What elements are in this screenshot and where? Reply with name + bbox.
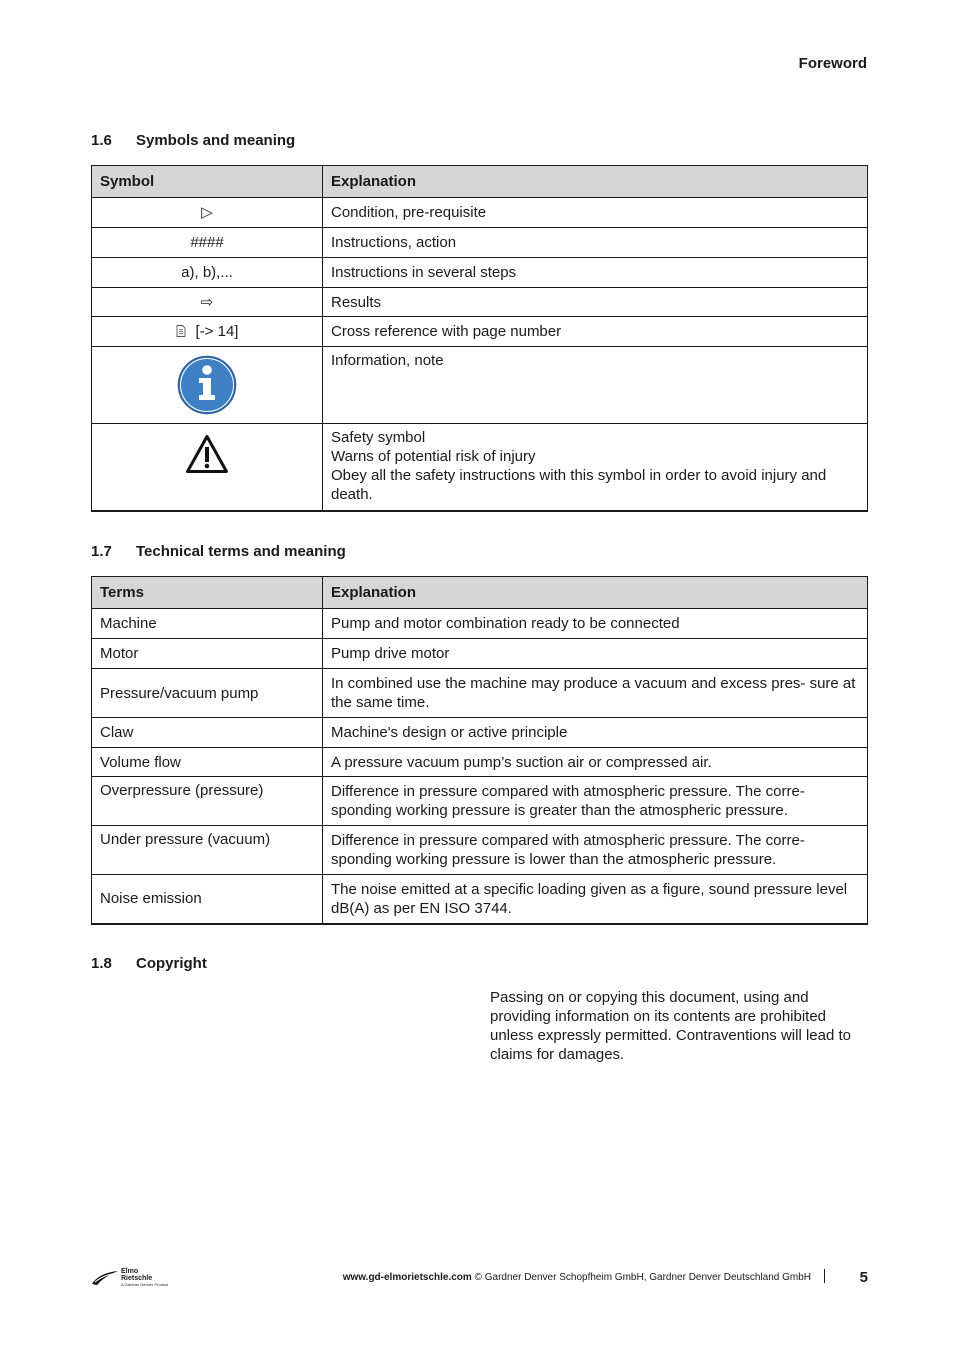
result-arrow-symbol: ⇨ <box>200 293 214 311</box>
explanation-cell: Instructions in several steps <box>323 258 868 288</box>
table-header-row <box>92 577 868 609</box>
table-row <box>92 609 868 639</box>
term-cell: Volume flow <box>92 748 323 777</box>
table-row <box>92 347 868 424</box>
section-number: 1.7 <box>91 543 112 560</box>
table-row <box>92 228 868 258</box>
condition-triangle-symbol: ▷ <box>201 204 213 221</box>
explanation-cell: Instructions, action <box>323 228 868 258</box>
symbol-cell <box>92 317 323 347</box>
warning-triangle-icon <box>185 434 229 474</box>
term-cell: Motor <box>92 639 323 669</box>
logo-line: Rietschle <box>121 1275 153 1282</box>
column-header: Symbol <box>92 166 323 198</box>
cross-reference-symbol: [-> 14] <box>195 323 239 340</box>
explanation-cell: Information, note <box>323 347 868 424</box>
explanation-cell: Results <box>323 288 868 317</box>
table-row <box>92 777 868 826</box>
table-row <box>92 317 868 347</box>
table-row <box>92 639 868 669</box>
section-number: 1.6 <box>91 132 112 149</box>
table-row <box>92 748 868 777</box>
company-logo <box>91 1268 168 1287</box>
document-icon <box>176 325 186 337</box>
explanation-cell: In combined use the machine may produce a vacuum and excess pres- sure at the same time. <box>323 669 868 718</box>
symbol-cell <box>92 424 323 511</box>
explanation-cell: Pump and motor combination ready to be connected <box>323 609 868 639</box>
table-row <box>92 669 868 718</box>
table-row <box>92 424 868 511</box>
explanation-line: Warns of potential risk of injury <box>331 448 536 465</box>
explanation-cell: Cross reference with page number <box>323 317 868 347</box>
logo-tagline: A Gardner Denver Product <box>121 1282 169 1287</box>
table-row <box>92 288 868 317</box>
section-heading-terms <box>91 543 346 560</box>
term-cell: Noise emission <box>92 875 323 924</box>
footer-separator <box>824 1269 825 1283</box>
term-cell: Machine <box>92 609 323 639</box>
symbol-cell <box>92 347 323 424</box>
swoosh-logo-icon <box>91 1270 119 1286</box>
info-icon <box>177 355 237 415</box>
footer-copyright: © Gardner Denver Schopfheim GmbH, Gardner Denver Deutschland GmbH <box>474 1272 811 1283</box>
table-row <box>92 718 868 748</box>
terms-table <box>91 576 868 925</box>
running-header: Foreword <box>798 55 867 72</box>
column-header: Explanation <box>323 166 868 198</box>
table-row <box>92 198 868 228</box>
column-header: Explanation <box>323 577 868 609</box>
symbols-table <box>91 165 868 512</box>
explanation-cell: Difference in pressure compared with atmospheric pressure. The corre- sponding working pressure is lower than the atmospheric pressure. <box>323 826 868 875</box>
explanation-cell: Difference in pressure compared with atmospheric pressure. The corre- sponding working pressure is greater than the atmospheric pressure. <box>323 777 868 826</box>
explanation-cell <box>323 424 868 511</box>
section-heading-copyright <box>91 955 207 972</box>
logo-wordmark <box>121 1268 168 1287</box>
explanation-cell: Condition, pre-requisite <box>323 198 868 228</box>
section-title: Technical terms and meaning <box>136 543 346 560</box>
symbol-cell: a), b),... <box>92 258 323 288</box>
explanation-cell: Pump drive motor <box>323 639 868 669</box>
symbol-cell: #### <box>92 228 323 258</box>
term-cell: Pressure/vacuum pump <box>92 669 323 718</box>
symbol-cell <box>92 288 323 317</box>
section-number: 1.8 <box>91 955 112 972</box>
column-header: Terms <box>92 577 323 609</box>
table-row <box>92 875 868 924</box>
footer-text <box>343 1272 811 1283</box>
table-header-row <box>92 166 868 198</box>
symbol-cell <box>92 198 323 228</box>
section-heading-symbols <box>91 132 295 149</box>
explanation-line: Safety symbol <box>331 429 426 446</box>
explanation-cell: A pressure vacuum pump’s suction air or compressed air. <box>323 748 868 777</box>
footer-url[interactable]: www.gd-elmorietschle.com <box>342 1272 472 1283</box>
explanation-cell: The noise emitted at a specific loading given as a figure, sound pressure level dB(A) as per EN ISO 3744. <box>323 875 868 924</box>
section-title: Copyright <box>136 955 207 972</box>
explanation-line: Obey all the safety instructions with this symbol in order to avoid injury and death. <box>331 467 827 503</box>
term-cell: Claw <box>92 718 323 748</box>
term-cell: Under pressure (vacuum) <box>92 826 323 875</box>
section-title: Symbols and meaning <box>136 132 296 149</box>
logo-line: Elmo <box>121 1268 139 1275</box>
table-row <box>92 258 868 288</box>
term-cell: Overpressure (pressure) <box>92 777 323 826</box>
explanation-cell: Machine's design or active principle <box>323 718 868 748</box>
copyright-paragraph: Passing on or copying this document, using and providing information on its contents are prohibited unless expressly permitted. Contraventions will lead to claims for damages. <box>490 989 852 1063</box>
page-number: 5 <box>859 1269 868 1286</box>
table-row <box>92 826 868 875</box>
